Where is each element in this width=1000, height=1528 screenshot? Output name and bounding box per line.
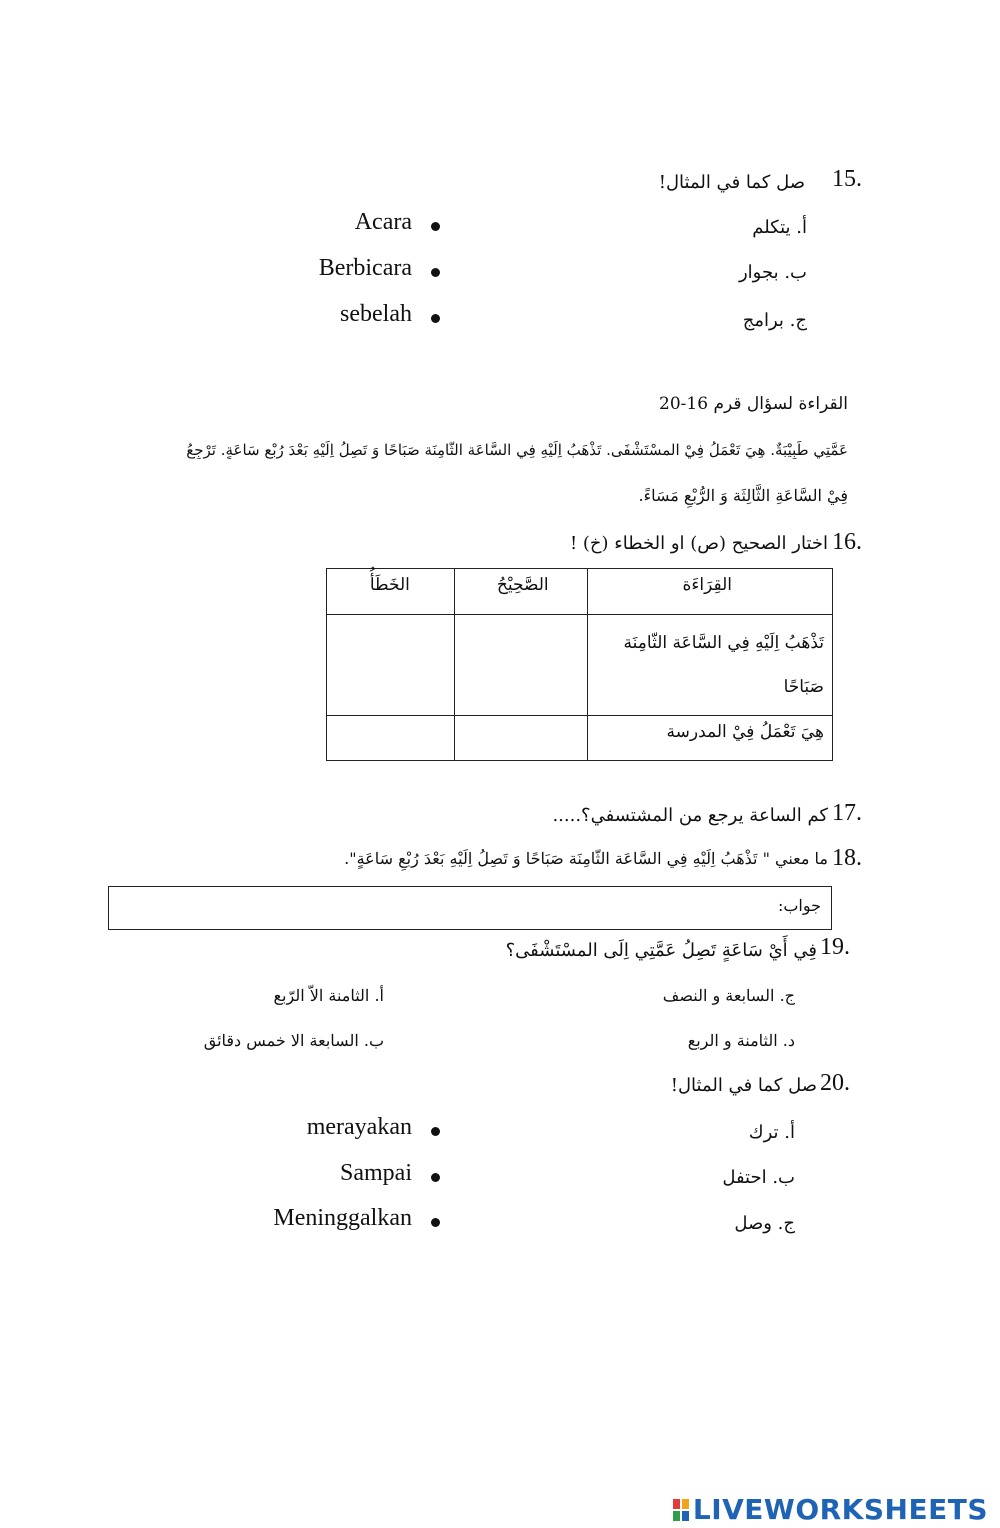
q20-arabic-item-1: أ. ترك <box>748 1122 795 1143</box>
q18-number: 18. <box>832 845 862 871</box>
match-dot[interactable] <box>431 1127 440 1136</box>
table-row-2-wrong-cell[interactable] <box>327 716 455 761</box>
q18-answer-box[interactable] <box>108 886 832 930</box>
table-row-2-correct-cell[interactable] <box>454 716 587 761</box>
table-row-1-wrong-cell[interactable] <box>327 615 455 716</box>
q15-latin-item-2: Berbicara <box>318 255 412 281</box>
logo-square <box>673 1511 680 1521</box>
match-dot[interactable] <box>431 222 440 231</box>
table-header-correct: الصَّحِيْحُ <box>454 569 587 615</box>
q19-number: 19. <box>820 934 850 960</box>
q20-instruction: صل كما في المثال! <box>670 1075 817 1096</box>
true-false-table <box>326 568 833 761</box>
q17-text: كم الساعة يرجع من المشتسفي؟..... <box>552 805 828 826</box>
reading-line-1: عَمَّتِي طَبِيْبَةٌ. هِيَ تَعْمَلُ فِيْ المسْتَشْفَى. تَذْهَبُ اِلَيْهِ فِي السَّاعَة الثّامِنَة صَبَاحًا وَ تَصِلُ اِلَيْهِ بَعْدَ رُبْعِ سَاعَةٍ. تَرْجِعُ <box>186 441 848 459</box>
q15-arabic-item-2: ب. بجوار <box>738 262 807 283</box>
q19-option-c[interactable]: ج. السابعة و النصف <box>662 986 795 1005</box>
q20-arabic-item-2: ب. احتفل <box>722 1167 795 1188</box>
table-row-1-correct-cell[interactable] <box>454 615 587 716</box>
table-row-1-statement: تَذْهَبُ اِلَيْهِ فِي السَّاعَة الثّامِنَة صَبَاحًا <box>587 615 832 716</box>
q19-option-b[interactable]: ب. السابعة الا خمس دقائق <box>203 1031 384 1050</box>
q18-answer-label: جواب: <box>777 896 821 915</box>
q19-option-a[interactable]: أ. الثامنة الاّ الرّبع <box>273 986 384 1005</box>
table-row-2-statement: هِيَ تَعْمَلُ فِيْ المدرسة <box>587 716 832 761</box>
q15-arabic-item-3: ج. برامج <box>742 310 807 331</box>
brand-name: LIVEWORKSHEETS <box>692 1493 988 1526</box>
logo-square <box>682 1511 689 1521</box>
match-dot[interactable] <box>431 1218 440 1227</box>
reading-heading: القراءة لسؤال قرم 16-20 <box>659 394 848 414</box>
q19-option-d[interactable]: د. الثامنة و الربع <box>687 1031 795 1050</box>
q15-latin-item-1: Acara <box>354 209 412 235</box>
match-dot[interactable] <box>431 1173 440 1182</box>
q15-instruction: صل كما في المثال! <box>658 172 805 193</box>
reading-line-2: فِيْ السَّاعَةِ الثَّالِثَة وَ الرُّبْعِ مَسَاءً. <box>638 486 848 505</box>
q17-number: 17. <box>832 800 862 826</box>
q20-arabic-item-3: ج. وصل <box>734 1213 795 1234</box>
q19-text: فِي أَيْ سَاعَةٍ تَصِلُ عَمَّتِي اِلَى المسْتَشْفَى؟ <box>505 940 817 961</box>
logo-square <box>682 1499 689 1509</box>
q20-number: 20. <box>820 1070 850 1096</box>
liveworksheets-logo-icon <box>673 1499 689 1521</box>
match-dot[interactable] <box>431 314 440 323</box>
q15-arabic-item-1: أ. يتكلم <box>752 217 807 238</box>
q18-text: ما معني " تَذْهَبُ اِلَيْهِ فِي السَّاعَة الثّامِنَة صَبَاحًا وَ تَصِلُ اِلَيْهِ بَعْدَ رُبْعِ سَاعَةٍ". <box>344 849 828 868</box>
q15-number: 15. <box>832 166 862 192</box>
logo-square <box>673 1499 680 1509</box>
q20-latin-item-3: Meninggalkan <box>273 1205 412 1231</box>
liveworksheets-brand <box>673 1493 988 1526</box>
q20-latin-item-1: merayakan <box>306 1114 412 1140</box>
table-header-reading: القِرَاءَة <box>587 569 832 615</box>
table-header-wrong: الخَطَأُ <box>327 569 455 615</box>
match-dot[interactable] <box>431 268 440 277</box>
q20-latin-item-2: Sampai <box>340 1160 412 1186</box>
q16-instruction: اختار الصحيح (ص) او الخطاء (خ) ! <box>569 533 828 554</box>
q15-latin-item-3: sebelah <box>340 301 412 327</box>
q16-number: 16. <box>832 529 862 555</box>
